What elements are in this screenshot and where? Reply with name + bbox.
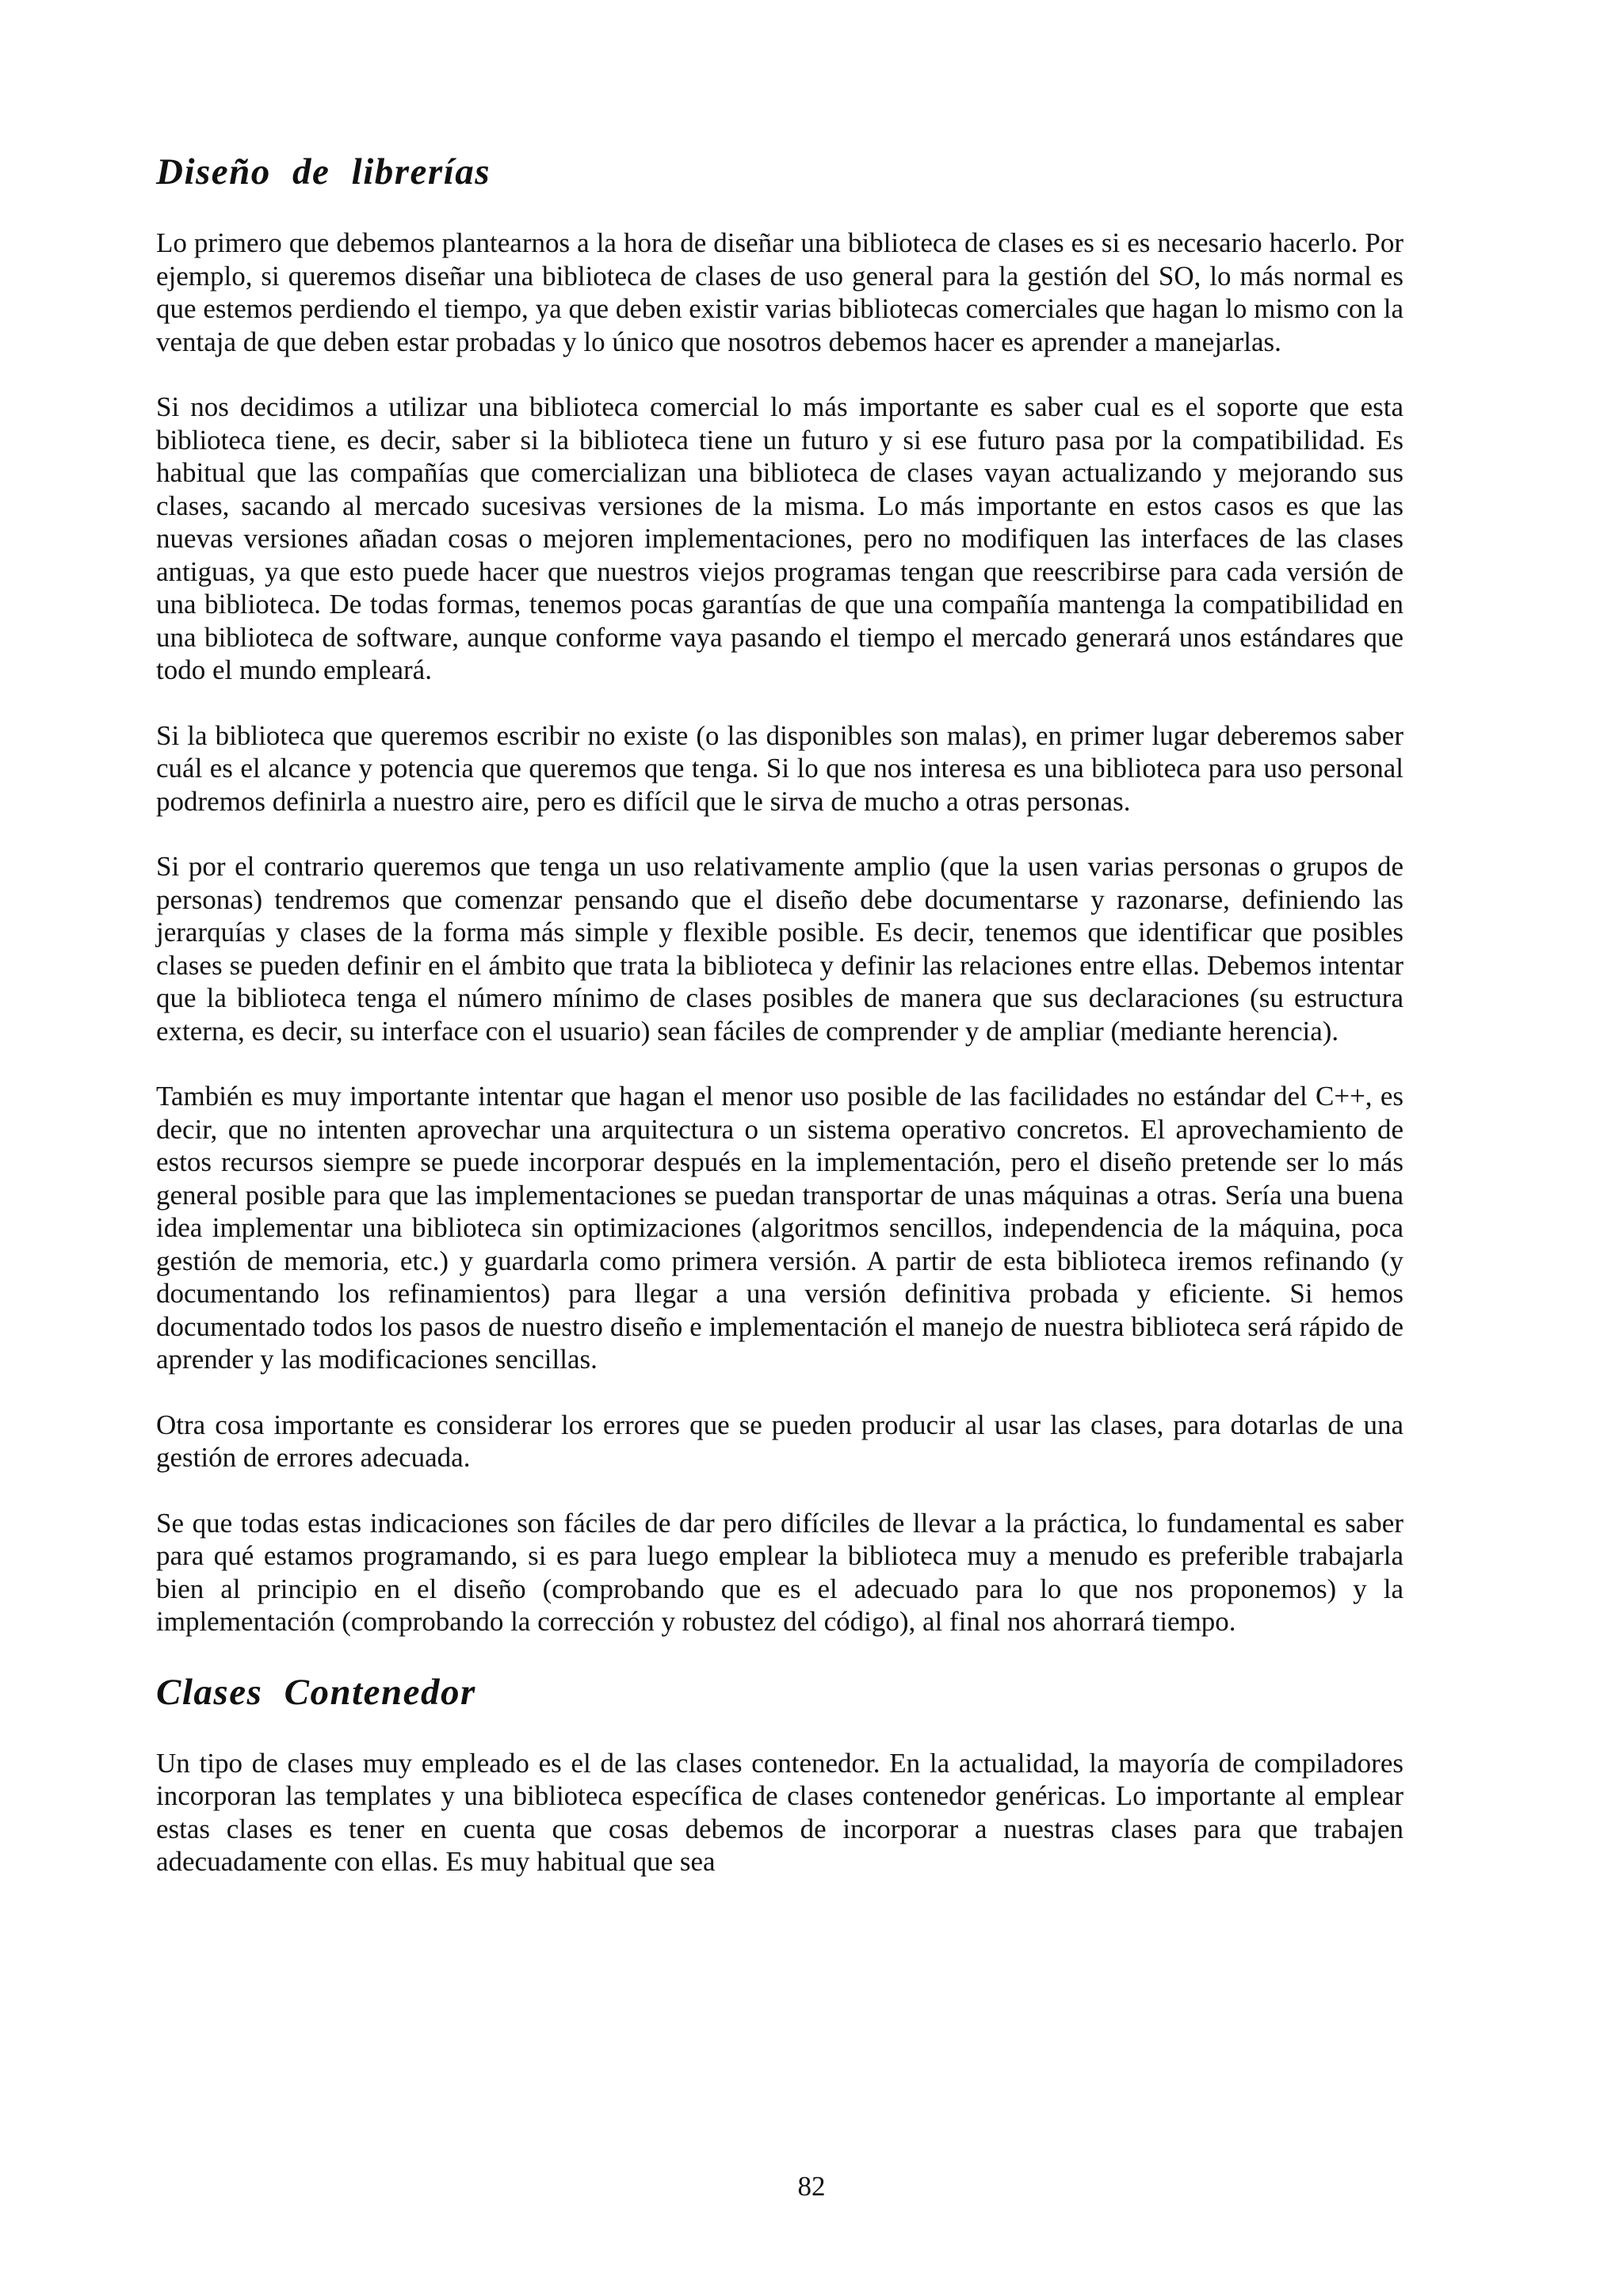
paragraph: Un tipo de clases muy empleado es el de las clases contenedor. En la actualidad, la mayoría de compiladores incorporan las templates y una biblioteca específica de clases contenedor genéricas. Lo importante al emplear estas clases es tener en cuenta que cosas debemos de incorporar a nuestras clases para que trabajen adecuadamente con ellas. Es muy habitual que sea: [156, 1747, 1403, 1878]
section-heading: Diseño de librerías: [156, 151, 491, 193]
page-content: [156, 151, 1403, 1911]
paragraph: Lo primero que debemos plantearnos a la hora de diseñar una biblioteca de clases es si es necesario hacerlo. Por ejemplo, si queremos diseñar una biblioteca de clases de uso general para la gestión del SO, lo más normal es que estemos perdiendo el tiempo, ya que deben existir varias bibliotecas comerciales que hagan lo mismo con la ventaja de que deben estar probadas y lo único que nosotros debemos hacer es aprender a manejarlas.: [156, 227, 1403, 357]
paragraph: Si nos decidimos a utilizar una biblioteca comercial lo más importante es saber cual es el soporte que esta biblioteca tiene, es decir, saber si la biblioteca tiene un futuro y si ese futuro pasa por la compatibilidad. Es habitual que las compañías que comercializan una biblioteca de clases vayan actualizando y mejorando sus clases, sacando al mercado sucesivas versiones de la misma. Lo más importante en estos casos es que las nuevas versiones añadan cosas o mejoren implementaciones, pero no modifiquen las interfaces de las clases antiguas, ya que esto puede hacer que nuestros viejos programas tengan que reescribirse para cada versión de una biblioteca. De todas formas, tenemos pocas garantías de que una compañía mantenga la compatibilidad en una biblioteca de software, aunque conforme vaya pasando el tiempo el mercado generará unos estándares que todo el mundo empleará.: [156, 391, 1403, 686]
paragraph: Si la biblioteca que queremos escribir no existe (o las disponibles son malas), en primer lugar deberemos saber cuál es el alcance y potencia que queremos que tenga. Si lo que nos interesa es una biblioteca para uso personal podremos definirla a nuestro aire, pero es difícil que le sirva de mucho a otras personas.: [156, 719, 1403, 817]
paragraph: También es muy importante intentar que hagan el menor uso posible de las facilidades no estándar del C++, es decir, que no intenten aprovechar una arquitectura o un sistema operativo concretos. El aprovechamiento de estos recursos siempre se puede incorporar después en la implementación, pero el diseño pretende ser lo más general posible para que las implementaciones se puedan transportar de unas máquinas a otras. Sería una buena idea implementar una biblioteca sin optimizaciones (algoritmos sencillos, independencia de la máquina, poca gestión de memoria, etc.) y guardarla como primera versión. A partir de esta biblioteca iremos refinando (y documentando los refinamientos) para llegar a una versión definitiva probada y eficiente. Si hemos documentado todos los pasos de nuestro diseño e implementación el manejo de nuestra biblioteca será rápido de aprender y las modificaciones sencillas.: [156, 1081, 1403, 1375]
section-heading: Clases Contenedor: [156, 1671, 476, 1713]
paragraph: Otra cosa importante es considerar los errores que se pueden producir al usar las clases, para dotarlas de una gestión de errores adecuada.: [156, 1409, 1403, 1474]
page-number: 82: [797, 2171, 826, 2202]
paragraph: Se que todas estas indicaciones son fáciles de dar pero difíciles de llevar a la práctica, lo fundamental es saber para qué estamos programando, si es para luego emplear la biblioteca muy a menudo es preferible trabajarla bien al principio en el diseño (comprobando que es el adecuado para lo que nos proponemos) y la implementación (comprobando la corrección y robustez del código), al final nos ahorrará tiempo.: [156, 1507, 1403, 1638]
paragraph: Si por el contrario queremos que tenga un uso relativamente amplio (que la usen varias personas o grupos de personas) tendremos que comenzar pensando que el diseño debe documentarse y razonarse, definiendo las jerarquías y clases de la forma más simple y flexible posible. Es decir, tenemos que identificar que posibles clases se pueden definir en el ámbito que trata la biblioteca y definir las relaciones entre ellas. Debemos intentar que la biblioteca tenga el número mínimo de clases posibles de manera que sus declaraciones (su estructura externa, es decir, su interface con el usuario) sean fáciles de comprender y de ampliar (mediante herencia).: [156, 851, 1403, 1047]
